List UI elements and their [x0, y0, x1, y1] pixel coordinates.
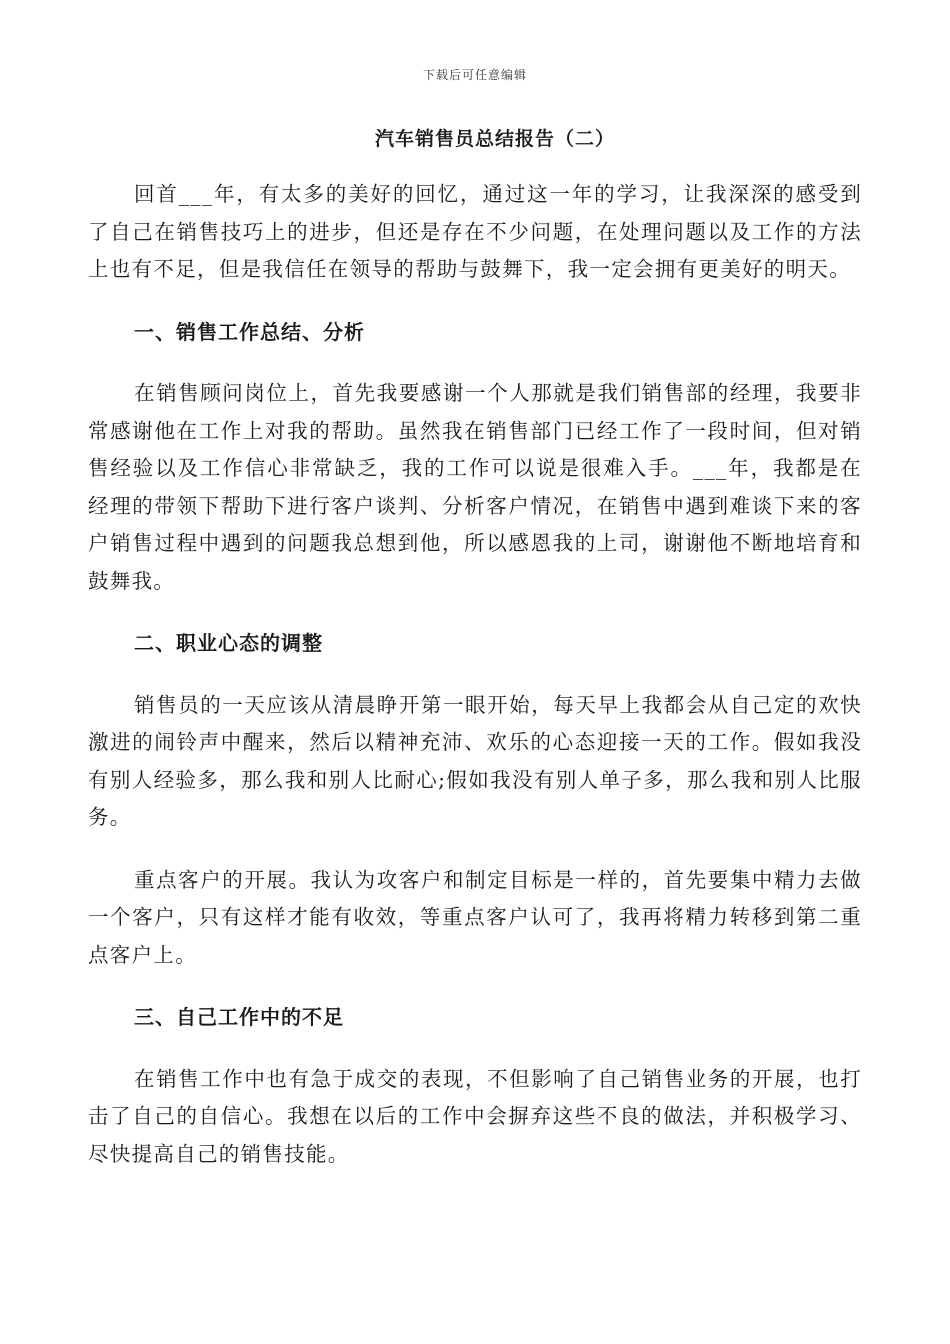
- header-note: 下载后可任意编辑: [422, 68, 527, 82]
- section-1-paragraph-1: 在销售顾问岗位上，首先我要感谢一个人那就是我们销售部的经理，我要非常感谢他在工作上对我的帮助。虽然我在销售部门已经工作了一段时间，但对销售经验以及工作信心非常缺乏，我的工作可以说是很难入手。___年，我都是在经理的带领下帮助下进行客户谈判、分析客户情况，在销售中遇到难谈下来的客户销售过程中遇到的问题我总想到他，所以感恩我的上司，谢谢他不断地培育和鼓舞我。: [88, 381, 862, 593]
- intro-paragraph: 回首___年，有太多的美好的回忆，通过这一年的学习，让我深深的感受到了自己在销售技巧上的进步，但还是存在不少问题，在处理问题以及工作的方法上也有不足，但是我信任在领导的帮助与鼓舞下，我一定会拥有更美好的明天。: [88, 182, 862, 281]
- section-2-paragraph-2: 重点客户的开展。我认为攻客户和制定目标是一样的，首先要集中精力去做一个客户，只有这样才能有收效，等重点客户认可了，我再将精力转移到第二重点客户上。: [88, 867, 862, 967]
- section-heading-2: 二、职业心态的调整: [134, 631, 323, 655]
- section-3-paragraph-1: 在销售工作中也有急于成交的表现，不但影响了自己销售业务的开展，也打击了自己的自信心。我想在以后的工作中会摒弃这些不良的做法，并积极学习、尽快提高自己的销售技能。: [88, 1066, 862, 1166]
- section-heading-1: 一、销售工作总结、分析: [134, 319, 365, 344]
- document-body: [88, 176, 862, 1198]
- document-title: 汽车销售员总结报告（二）: [374, 128, 615, 150]
- section-2-paragraph-1: 销售员的一天应该从清晨睁开第一眼开始，每天早上我都会从自己定的欢快激进的闹铃声中醒来，然后以精神充沛、欢乐的心态迎接一天的工作。假如我没有别人经验多，那么我和别人比耐心;假如我没有别人单子多，那么我和别人比服务。: [88, 692, 862, 829]
- section-heading-3: 三、自己工作中的不足: [134, 1005, 344, 1029]
